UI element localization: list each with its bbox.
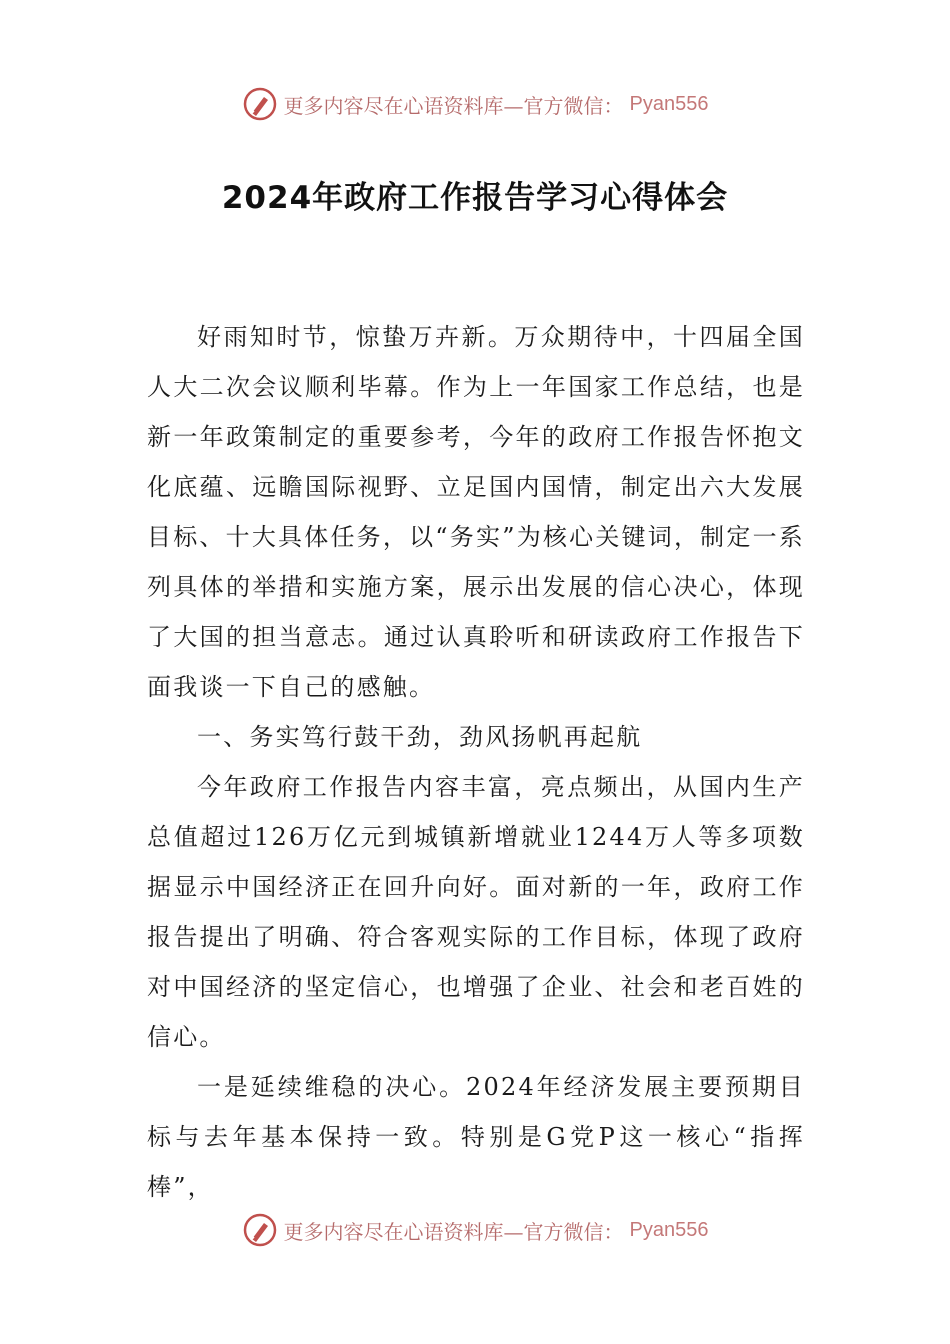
section-heading: 一、务实笃行鼓干劲，劲风扬帆再起航	[197, 723, 643, 751]
wechat-id: Pyan556	[629, 92, 709, 115]
header-watermark-banner	[0, 84, 950, 124]
watermark-text: 更多内容尽在心语资料库—官方微信：	[283, 1219, 624, 1244]
pen-nib-logo-icon	[242, 86, 278, 122]
wechat-id: Pyan556	[629, 1218, 709, 1241]
footer-watermark-banner	[0, 1210, 950, 1250]
pen-nib-logo-icon	[242, 1212, 278, 1248]
document-title: 2024年政府工作报告学习心得体会	[221, 180, 729, 216]
document-body	[147, 312, 805, 1212]
paragraph: 好雨知时节，惊蛰万卉新。万众期待中，十四届全国人大二次会议顺利毕幕。作为上一年国家工作总结，也是新一年政策制定的重要参考，今年的政府工作报告怀抱文化底蕴、远瞻国际视野、立足国内国情，制定出六大发展目标、十大具体任务，以“务实”为核心关键词，制定一系列具体的举措和实施方案，展示出发展的信心决心，体现了大国的担当意志。通过认真聆听和研读政府工作报告下面我谈一下自己的感触。	[147, 323, 805, 701]
watermark-text: 更多内容尽在心语资料库—官方微信：	[283, 93, 624, 118]
paragraph: 一是延续维稳的决心。2024年经济发展主要预期目标与去年基本保持一致。特别是G党P这一核心“指挥棒”，	[147, 1073, 805, 1201]
paragraph: 今年政府工作报告内容丰富，亮点频出，从国内生产总值超过126万亿元到城镇新增就业1244万人等多项数据显示中国经济正在回升向好。面对新的一年，政府工作报告提出了明确、符合客观实际的工作目标，体现了政府对中国经济的坚定信心，也增强了企业、社会和老百姓的信心。	[147, 773, 805, 1051]
